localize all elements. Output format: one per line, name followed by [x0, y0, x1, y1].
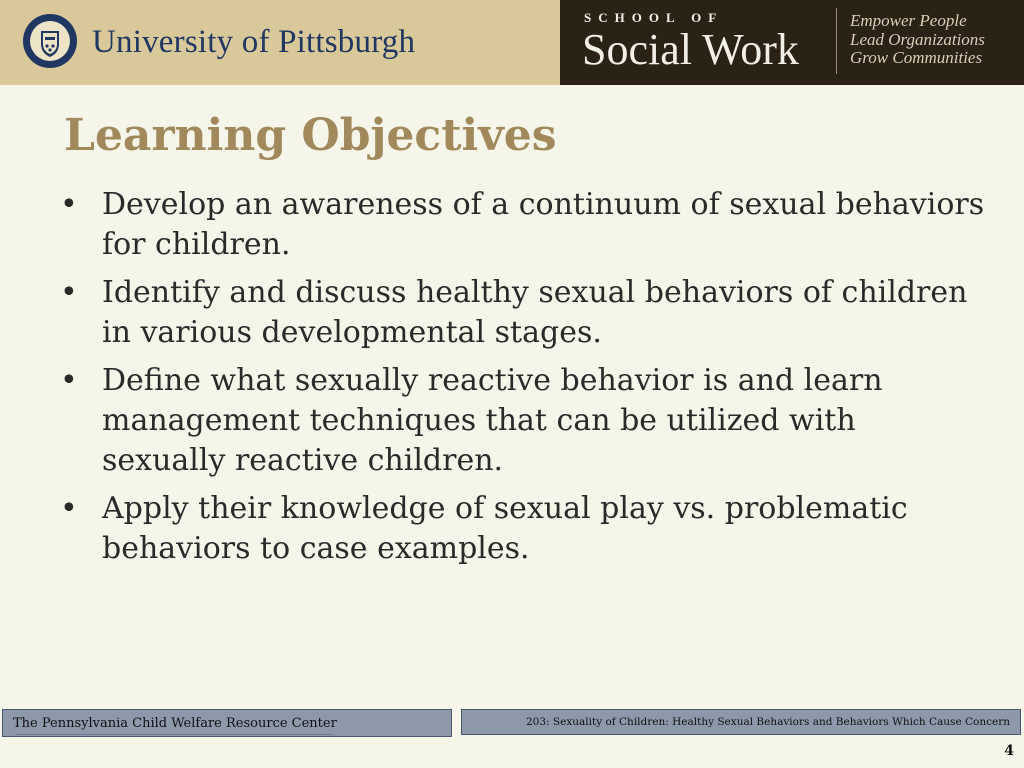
objective-text: Apply their knowledge of sexual play vs. problematic behaviors to case examples.: [102, 491, 908, 566]
footer-course-bar: [461, 709, 1021, 735]
footer-organization: The Pennsylvania Child Welfare Resource Center: [13, 716, 337, 731]
tagline-line: Lead Organizations: [850, 29, 985, 49]
tagline-line: Grow Communities: [850, 48, 983, 67]
school-banner: [560, 0, 1024, 85]
objective-text: Develop an awareness of a continuum of sexual behaviors for children.: [102, 187, 985, 262]
bullet-icon: •: [60, 363, 78, 398]
footer-course-title: 203: Sexuality of Children: Healthy Sexual Behaviors and Behaviors Which Cause Concern: [526, 716, 1010, 728]
school-of-label: SCHOOL OF: [584, 10, 724, 25]
objective-text: Identify and discuss healthy sexual behaviors of children in various developmental stages.: [102, 275, 968, 350]
objective-item: [56, 273, 986, 353]
bullet-icon: •: [60, 187, 78, 222]
university-seal-icon: [22, 13, 78, 69]
footer-underline: [15, 734, 333, 735]
footer-organization-bar: [2, 709, 452, 737]
school-name: Social Work: [582, 25, 799, 74]
objective-item: [56, 185, 986, 265]
objective-item: [56, 489, 986, 569]
objectives-list: [56, 185, 986, 577]
university-name: University of Pittsburgh: [92, 24, 416, 60]
objective-text: Define what sexually reactive behavior is and learn management techniques that can be utilized with sexually reactive children.: [102, 363, 883, 478]
school-tagline: [850, 12, 985, 68]
university-banner: [0, 0, 560, 85]
bullet-icon: •: [60, 491, 78, 526]
objective-item: [56, 361, 986, 481]
header-divider: [836, 8, 837, 74]
bullet-icon: •: [60, 275, 78, 310]
tagline-line: Empower People: [850, 11, 967, 30]
page-number: 4: [1004, 743, 1014, 759]
slide-title: Learning Objectives: [64, 110, 557, 161]
